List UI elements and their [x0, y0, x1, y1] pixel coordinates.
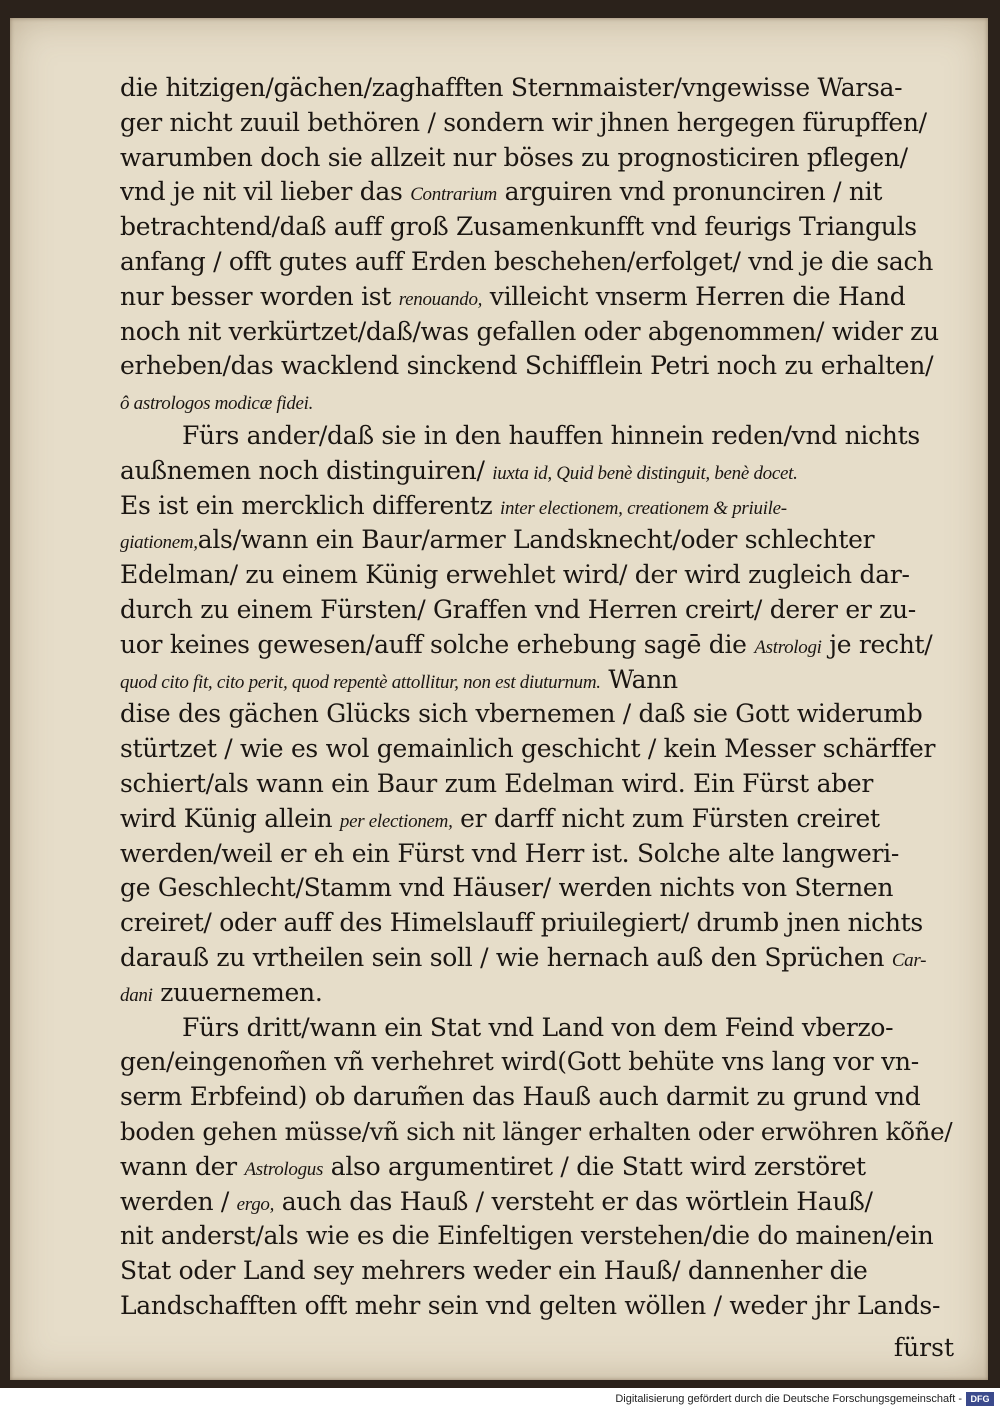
latin-phrase: Astrologi	[754, 636, 822, 658]
text-line	[120, 488, 962, 524]
text-run: darauß zu vrtheilen sein soll / wie hernach auß den Sprüchen	[120, 943, 892, 972]
text-run: Es ist ein mercklich differentz	[120, 490, 501, 520]
text-run: wann der	[120, 1151, 245, 1181]
text-run: gen/eingenom̃en vñ verhehret wird(Gott behüte vns lang vor vn-	[120, 1047, 919, 1077]
digitization-credit: Digitalisierung gefördert durch die Deutsche Forschungsgemeinschaft -	[615, 1393, 962, 1405]
text-line	[120, 1149, 962, 1185]
text-run: schiert/als wann ein Baur zum Edelman wird. Ein Fürst aber	[120, 769, 874, 798]
text-line	[120, 244, 962, 280]
text-run: als/wann ein Baur/armer Landsknecht/oder schlechter	[197, 525, 875, 555]
text-run: serm Erbfeind) ob darum̃en das Hauß auch darmit zu grund vnd	[120, 1082, 921, 1112]
text-run: wird Künig allein	[120, 803, 340, 833]
text-line	[120, 870, 962, 906]
text-line	[120, 140, 962, 176]
text-run: uor keines gewesen/auff solche erhebung sagē die	[120, 629, 755, 659]
text-run: dise des gächen Glücks sich vbernemen / daß sie Gott widerumb	[120, 699, 923, 729]
text-run: vnd je nit vil lieber das	[120, 177, 411, 207]
text-run: werden/weil er eh ein Fürst vnd Herr ist. Solche alte langweri-	[120, 838, 899, 868]
latin-phrase: iuxta id, Quid benè distinguit, benè docet.	[492, 462, 798, 484]
text-line	[120, 348, 962, 384]
text-run: außnemen noch distinguiren/	[120, 455, 493, 485]
text-run: die hitzigen/gächen/zaghafften Sternmaister/vngewisse Warsa-	[120, 73, 903, 102]
text-run: erheben/das wacklend sinckend Schifflein Petri noch zu erhalten/	[120, 351, 934, 381]
latin-phrase: dani	[120, 984, 153, 1006]
text-run: anfang / offt gutes auff Erden beschehen/erfolget/ vnd je die sach	[120, 247, 934, 276]
text-run: warumben doch sie allzeit nur böses zu prognosticiren pflegen/	[120, 142, 908, 172]
text-line	[120, 70, 962, 106]
text-run: Fürs ander/daß sie in den hauffen hinnein reden/vnd nichts	[182, 421, 920, 450]
latin-phrase: renouando,	[398, 288, 483, 310]
text-run: arguiren vnd pronunciren / nit	[496, 177, 883, 207]
text-run: nur besser worden ist	[120, 281, 399, 311]
text-run: er darff nicht zum Fürsten creiret	[452, 803, 880, 833]
text-line	[120, 314, 962, 350]
text-line	[120, 557, 962, 593]
text-line	[120, 592, 962, 628]
catchword: fürst	[893, 1333, 954, 1362]
text-line	[120, 1079, 962, 1115]
text-run: stürtzet / wie es wol gemainlich geschicht / kein Messer schärffer	[120, 734, 936, 764]
text-line	[120, 696, 962, 732]
text-line	[120, 731, 962, 767]
text-line	[120, 801, 962, 837]
latin-phrase: per electionem,	[339, 810, 453, 832]
text-line	[120, 975, 962, 1011]
text-line	[120, 209, 962, 245]
text-run: Landschafften offt mehr sein vnd gelten wöllen / weder jhr Lands-	[120, 1291, 941, 1320]
text-line	[120, 627, 962, 663]
latin-phrase: Contrarium	[410, 184, 497, 206]
text-run: noch nit verkürtzet/daß/was gefallen oder abgenommen/ wider zu	[120, 316, 939, 346]
dfg-logo-icon: DFG	[966, 1392, 994, 1406]
latin-phrase: Car-	[891, 950, 927, 971]
text-line	[120, 766, 962, 802]
text-run: villeicht vnserm Herren die Hand	[482, 281, 906, 311]
text-line	[120, 279, 962, 315]
latin-phrase: Astrologus	[244, 1158, 324, 1180]
text-line	[120, 1184, 962, 1220]
latin-phrase: inter electionem, creationem & priuile-	[500, 497, 787, 519]
text-run: Fürs dritt/wann ein Stat vnd Land von dem Feind vberzo-	[182, 1012, 894, 1042]
text-run: ger nicht zuuil bethören / sondern wir jhnen hergegen fürupffen/	[120, 107, 927, 137]
text-line	[120, 522, 962, 558]
latin-phrase: quod cito fit, cito perit, quod repentè attollitur, non est diuturnum.	[120, 671, 601, 693]
text-line	[120, 940, 962, 976]
text-line	[182, 418, 962, 454]
text-run: Wann	[600, 664, 678, 694]
text-run: je recht/	[821, 629, 933, 659]
latin-phrase: ergo,	[236, 1193, 275, 1215]
latin-phrase: ô astrologos modicæ fidei.	[120, 393, 314, 415]
text-run: creiret/ oder auff des Himelslauff priuilegiert/ drumb jnen nichts	[120, 908, 923, 938]
text-run: Edelman/ zu einem Künig erwehlet wird/ der wird zugleich dar-	[120, 560, 910, 590]
page-text-block	[120, 70, 968, 1370]
text-run: Stat oder Land sey mehrers weder ein Hauß/ dannenher die	[120, 1256, 868, 1286]
text-line	[120, 453, 962, 489]
footer-bar	[0, 1388, 1000, 1410]
text-line	[182, 1010, 962, 1046]
text-line	[120, 105, 962, 141]
text-line	[120, 905, 962, 941]
book-page	[10, 18, 988, 1380]
text-run: zuuernemen.	[152, 977, 323, 1007]
text-line	[120, 383, 962, 419]
text-line	[120, 1114, 962, 1150]
text-run: also argumentiret / die Statt wird zerstöret	[323, 1151, 866, 1181]
text-line	[120, 662, 962, 698]
text-line	[120, 1044, 962, 1080]
text-line	[120, 1253, 962, 1289]
text-line	[120, 1288, 962, 1324]
text-run: auch das Hauß / versteht er das wörtlein Hauß/	[274, 1186, 873, 1216]
text-run: boden gehen müsse/vñ sich nit länger erhalten oder erwöhren kõñe/	[120, 1117, 953, 1146]
text-line	[120, 836, 962, 872]
text-run: ge Geschlecht/Stamm vnd Häuser/ werden nichts von Sternen	[120, 873, 894, 903]
text-run: durch zu einem Fürsten/ Graffen vnd Herren creirt/ derer er zu-	[120, 595, 916, 624]
text-run: betrachtend/daß auff groß Zusamenkunfft vnd feurigs Trianguls	[120, 212, 917, 242]
text-run: nit anderst/als wie es die Einfeltigen verstehen/die do mainen/ein	[120, 1221, 934, 1251]
text-line	[120, 174, 962, 210]
text-line	[120, 1218, 962, 1254]
latin-phrase: giationem,	[120, 532, 198, 554]
text-run: werden /	[120, 1186, 237, 1216]
